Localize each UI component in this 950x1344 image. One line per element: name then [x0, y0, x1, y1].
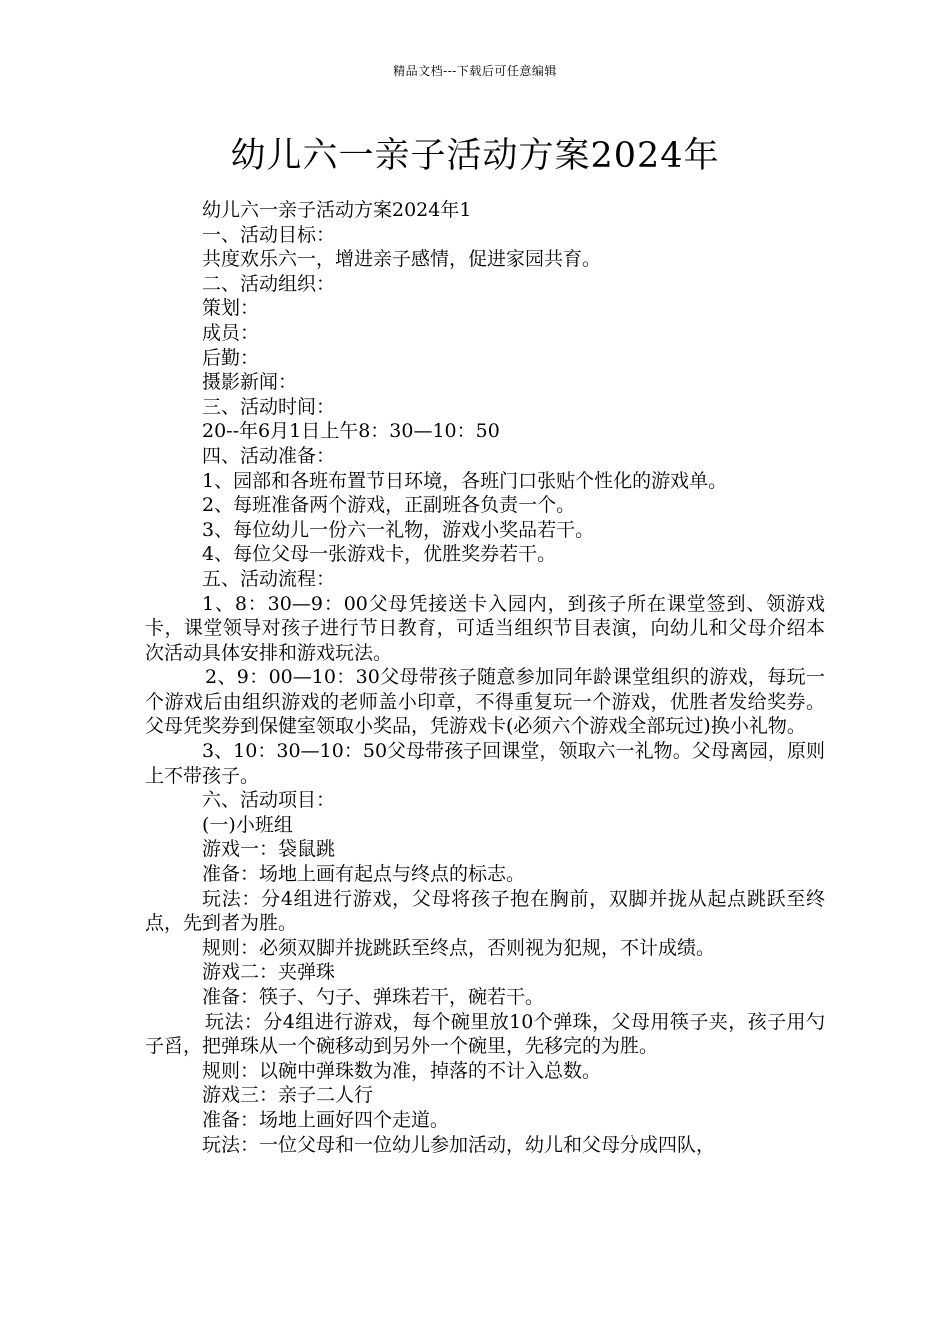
text-line: 玩法：分4组进行游戏，父母将孩子抱在胸前，双脚并拢从起点跳跃至终点，先到者为胜。 — [145, 887, 825, 935]
text-line: 策划： — [202, 297, 260, 320]
text-line: 玩法：分4组进行游戏，每个碗里放10个弹珠，父母用筷子夹，孩子用勺子舀，把弹珠从一个碗移动到另外一个碗里，先移完的为胜。 — [145, 1010, 825, 1058]
text-line: 准备：场地上画好四个走道。 — [202, 1108, 450, 1131]
document-body — [145, 198, 825, 1157]
text-line: (一)小班组 — [202, 813, 293, 836]
text-line: 五、活动流程： — [202, 567, 336, 590]
text-line: 三、活动时间： — [202, 395, 336, 418]
text-line: 游戏二：夹弹珠 — [202, 961, 336, 984]
text-line: 2、9：00—10：30父母带孩子随意参加同年龄课堂组织的游戏，每玩一个游戏后由组织游戏的老师盖小印章，不得重复玩一个游戏，优胜者发给奖券。父母凭奖券到保健室领取小奖品，凭游戏卡(必须六个游戏全部玩过)换小礼物。 — [145, 666, 825, 738]
document-title: 幼儿六一亲子活动方案2024年 — [230, 136, 720, 176]
text-line: 游戏三：亲子二人行 — [202, 1084, 374, 1107]
text-line: 成员： — [202, 321, 260, 344]
text-line: 共度欢乐六一，增进亲子感情，促进家园共育。 — [202, 248, 602, 271]
text-line: 六、活动项目： — [202, 789, 336, 812]
text-line: 4、每位父母一张游戏卡，优胜奖券若干。 — [202, 543, 557, 566]
text-line: 二、活动组织： — [202, 272, 336, 295]
text-line: 玩法：一位父母和一位幼儿参加活动，幼儿和父母分成四队， — [202, 1133, 716, 1156]
text-line: 3、每位幼儿一份六一礼物，游戏小奖品若干。 — [202, 518, 595, 541]
text-line: 后勤： — [202, 346, 260, 369]
text-line: 准备：场地上画有起点与终点的标志。 — [202, 863, 526, 886]
text-line: 3、10：30—10：50父母带孩子回课堂，领取六一礼物。父母离园，原则上不带孩子。 — [145, 740, 825, 787]
text-line: 四、活动准备： — [202, 444, 336, 467]
text-line: 1、园部和各班布置节日环境，各班门口张贴个性化的游戏单。 — [202, 469, 728, 492]
text-line: 20--年6月1日上午8：30—10：50 — [202, 420, 500, 443]
text-line: 游戏一：袋鼠跳 — [202, 838, 336, 861]
text-line: 规则：必须双脚并拢跳跃至终点，否则视为犯规，不计成绩。 — [202, 936, 716, 959]
text-line: 1、8：30—9：00父母凭接送卡入园内，到孩子所在课堂签到、领游戏卡，课堂领导对孩子进行节日教育，可适当组织节目表演，向幼儿和父母介绍本次活动具体安排和游戏玩法。 — [145, 592, 825, 664]
text-line: 规则：以碗中弹珠数为准，掉落的不计入总数。 — [202, 1059, 602, 1082]
text-line: 准备：筷子、勺子、弹珠若干，碗若干。 — [202, 986, 545, 1008]
page-header: 精品文档---下载后可任意编辑 — [393, 64, 557, 78]
text-line: 摄影新闻： — [202, 371, 298, 394]
text-line: 一、活动目标： — [202, 223, 336, 246]
text-line: 幼儿六一亲子活动方案2024年1 — [202, 199, 472, 221]
text-line: 2、每班准备两个游戏，正副班各负责一个。 — [202, 494, 576, 517]
